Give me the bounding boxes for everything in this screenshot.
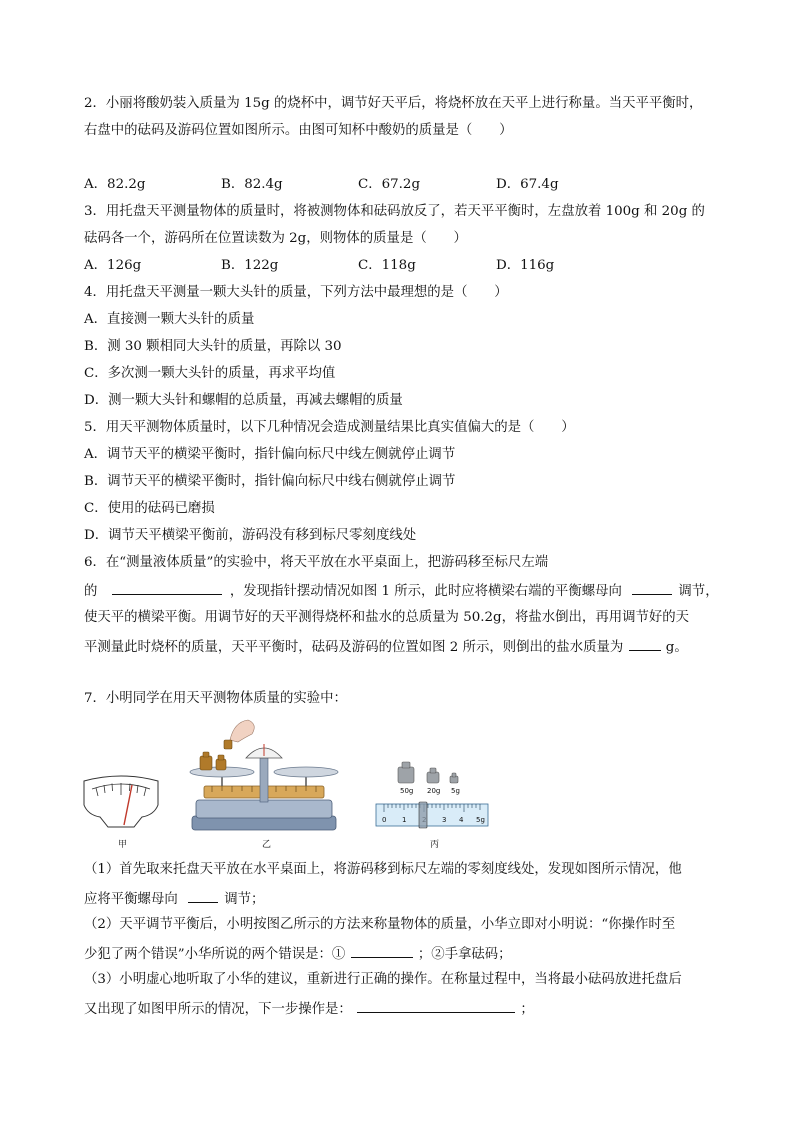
q4-option-c[interactable]: C．多次测一颗大头针的质量，再求平均值: [84, 366, 336, 381]
q3-option-d[interactable]: D．116g: [496, 258, 555, 273]
figure-label-jia: 甲: [118, 840, 128, 850]
ruler-tick-3: 3: [442, 816, 447, 824]
q6-line2-part1: 的: [84, 584, 98, 599]
q6-line4-part1: 平测量此时烧杯的质量，天平平衡时，砝码及游码的位置如图 2 所示，则倒出的盐水质量为: [84, 640, 624, 655]
weight-label-50g: 50g: [400, 787, 414, 795]
q7-part2-line2: [84, 943, 512, 965]
ruler-tick-0: 0: [382, 816, 387, 824]
figure-jia-pointer-dial: [82, 775, 160, 835]
q6-blank-3[interactable]: [629, 636, 661, 651]
q7-part2-line1: （2）天平调节平衡后，小明按图乙所示的方法来称量物体的质量，小华立即对小明说：“你操作时至: [84, 917, 676, 932]
figure-yi-balance: [178, 716, 350, 832]
q7-stem: 7．小明同学在用天平测物体质量的实验中：: [84, 691, 347, 706]
q7-p3-line2-part2: ；: [520, 1002, 534, 1017]
weight-20g: [427, 772, 439, 783]
figure-label-yi: 乙: [262, 840, 272, 850]
q3-option-b[interactable]: B．122g: [221, 258, 279, 273]
rider-slider: [419, 802, 427, 828]
q3-stem-line2: 砝码各一个，游码所在位置读数为 2g，则物体的质量是（ ）: [84, 231, 467, 246]
q2-option-d[interactable]: D．67.4g: [496, 177, 559, 192]
q2-stem-line1: 2．小丽将酸奶装入质量为 15g 的烧杯中，调节好天平后，将烧杯放在天平上进行称量。当天平平衡时，: [84, 96, 703, 111]
q7-blank-2[interactable]: [351, 943, 413, 958]
q7-p3-line2-part1: 又出现了如图甲所示的情况，下一步操作是：: [84, 1002, 352, 1017]
q7-part3-line2: [84, 998, 534, 1020]
q7-blank-1[interactable]: [188, 888, 218, 903]
q6-stem-line2: [84, 580, 719, 602]
weight-50g: [398, 767, 414, 783]
q5-option-c[interactable]: C．使用的砝码已磨损: [84, 501, 215, 516]
q2-stem-line2: 右盘中的砝码及游码位置如图所示。由图可知杯中酸奶的质量是（ ）: [84, 123, 513, 138]
q7-blank-3[interactable]: [357, 998, 515, 1013]
q2-option-b[interactable]: B．82.4g: [221, 177, 283, 192]
q6-blank-2[interactable]: [632, 580, 672, 595]
q2-option-c[interactable]: C．67.2g: [358, 177, 421, 192]
figure-label-bing: 丙: [430, 840, 440, 850]
ruler-tick-4: 4: [459, 816, 464, 824]
q7-part1-line2: [84, 888, 264, 910]
q4-stem: 4．用托盘天平测量一颗大头针的质量，下列方法中最理想的是（ ）: [84, 285, 508, 300]
weight-left-1: [200, 756, 212, 770]
q6-line2-part2: ，发现指针摆动情况如图 1 所示，此时应将横梁右端的平衡螺母向: [229, 584, 622, 599]
q4-option-b[interactable]: B．测 30 颗相同大头针的质量，再除以 30: [84, 339, 342, 354]
weight-left-2: [216, 759, 226, 770]
ruler-tick-1: 1: [402, 816, 407, 824]
q7-p2-line2-part2: ；②手拿砝码；: [417, 947, 512, 962]
q7-p1-line2-part2: 调节；: [224, 892, 265, 907]
weight-label-20g: 20g: [427, 787, 441, 795]
q2-option-a[interactable]: A．82.2g: [84, 177, 146, 192]
q6-blank-1[interactable]: [112, 580, 222, 595]
q6-line2-part3: 调节，: [678, 584, 719, 599]
weight-label-5g: 5g: [451, 787, 460, 795]
q4-option-d[interactable]: D．测一颗大头针和螺帽的总质量，再减去螺帽的质量: [84, 393, 403, 408]
q7-part1-line1: （1）首先取来托盘天平放在水平桌面上，将游码移到标尺左端的零刻度线处，发现如图所示情况，他: [84, 862, 682, 877]
q3-option-a[interactable]: A．126g: [84, 258, 142, 273]
q5-option-d[interactable]: D．调节天平横梁平衡前，游码没有移到标尺零刻度线处: [84, 528, 417, 543]
q7-p2-line2-part1: 少犯了两个错误”小华所说的两个错误是：①: [84, 947, 346, 962]
q6-stem-line3: 使天平的横梁平衡。用调节好的天平测得烧杯和盐水的总质量为 50.2g，将盐水倒出，再用调节好的天: [84, 610, 690, 625]
q5-option-b[interactable]: B．调节天平的横梁平衡时，指针偏向标尺中线右侧就停止调节: [84, 474, 456, 489]
q4-option-a[interactable]: A．直接测一颗大头针的质量: [84, 312, 255, 327]
ruler-tick-5g: 5g: [476, 816, 485, 824]
q6-stem-line4: [84, 636, 688, 658]
q6-stem-line1: 6．在“测量液体质量”的实验中，将天平放在水平桌面上，把游码移至标尺左端: [84, 555, 549, 570]
q5-stem: 5．用天平测物体质量时，以下几种情况会造成测量结果比真实值偏大的是（ ）: [84, 420, 575, 435]
q6-line4-part2: g。: [665, 640, 688, 655]
q5-option-a[interactable]: A．调节天平的横梁平衡时，指针偏向标尺中线左侧就停止调节: [84, 447, 456, 462]
q3-option-c[interactable]: C．118g: [358, 258, 416, 273]
q7-part3-line1: （3）小明虚心地听取了小华的建议，重新进行正确的操作。在称量过程中，当将最小砝码放进托盘后: [84, 972, 682, 987]
q7-p1-line2-part1: 应将平衡螺母向: [84, 892, 178, 907]
q3-stem-line1: 3．用托盘天平测量物体的质量时，将被测物体和砝码放反了，若天平平衡时，左盘放着 100g 和 20g 的: [84, 204, 705, 219]
hand-icon: [230, 720, 254, 742]
figure-bing-weights-ruler: [372, 760, 492, 830]
